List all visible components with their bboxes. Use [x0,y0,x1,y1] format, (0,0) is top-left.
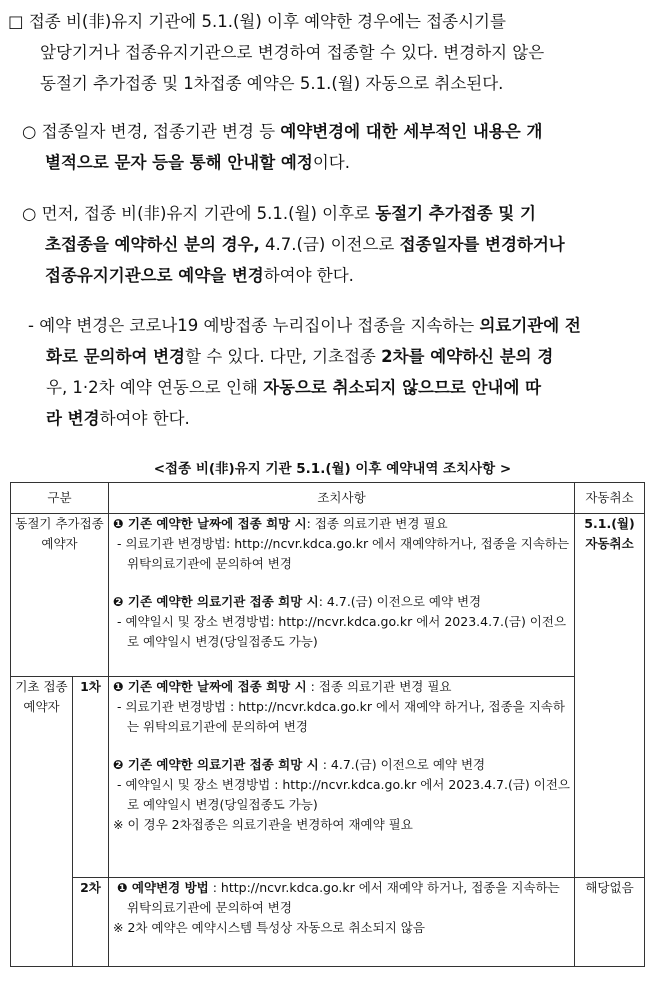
auto-cancel-value-1: 5.1.(월) 자동취소 [575,514,645,878]
dose1-action-2: ❷ 기존 예약한 의료기관 접종 희망 시 : 4.7.(금) 이전으로 예약 변경 [113,757,486,772]
paragraph-3-line-2: 초접종을 예약하신 분의 경우, 4.7.(금) 이전으로 접종일자를 변경하거나 [45,235,565,254]
paragraph-2 [0,116,665,178]
winter-action-2-detail: - 예약일시 및 장소 변경방법: http://ncvr.kdca.go.kr 에서 2023.4.7.(금) 이전으로 예약일시 변경(당일접종도 가능) [117,614,567,649]
paragraph-2-line-1: ○ 접종일자 변경, 접종기관 변경 등 예약변경에 대한 세부적인 내용은 개 [22,122,543,141]
table-row-winter [11,514,645,677]
dose1-action-1-detail: - 의료기관 변경방법 : http://ncvr.kdca.go.kr 에서 재예약 하거나, 접종을 지속하는 위탁의료기관에 문의하여 변경 [117,699,565,734]
paragraph-1-line-2: 앞당기거나 접종유지기관으로 변경하여 접종할 수 있다. 변경하지 않은 [40,43,545,62]
auto-cancel-value-2: 해당없음 [575,878,645,967]
paragraph-4-line-1: - 예약 변경은 코로나19 예방접종 누리집이나 접종을 지속하는 의료기관에 전 [28,316,581,335]
table-header-row [11,483,645,514]
paragraph-1-line-1: □ 접종 비(非)유지 기관에 5.1.(월) 이후 예약한 경우에는 접종시기를 [8,12,506,31]
header-category: 구분 [11,483,109,514]
header-auto-cancel: 자동취소 [575,483,645,514]
dose1-note: ※ 이 경우 2차접종은 의료기관을 변경하여 재예약 필요 [113,817,413,832]
paragraph-1-line-3: 동절기 추가접종 및 1차접종 예약은 5.1.(월) 자동으로 취소된다. [40,74,504,93]
table-row-basic-dose1 [11,677,645,878]
winter-action-1-detail: - 의료기관 변경방법: http://ncvr.kdca.go.kr 에서 재예약하거나, 접종을 지속하는 위탁의료기관에 문의하여 변경 [117,536,570,571]
paragraph-4-line-2: 화로 문의하여 변경할 수 있다. 다만, 기초접종 2차를 예약하신 분의 경 [46,347,554,366]
action-dose-2 [109,878,575,967]
dose2-note: ※ 2차 예약은 예약시스템 특성상 자동으로 취소되지 않음 [113,920,425,935]
category-winter: 동절기 추가접종 예약자 [11,514,109,677]
dose1-action-1: ❶ 기존 예약한 날짜에 접종 희망 시 : 접종 의료기관 변경 필요 [113,679,452,694]
dose2-action-1: ❶ 예약변경 방법 : http://ncvr.kdca.go.kr 에서 재예약 하거나, 접종을 지속하는 위탁의료기관에 문의하여 변경 [117,880,560,915]
paragraph-3 [0,198,665,291]
paragraph-4-line-4: 라 변경하여야 한다. [46,409,190,428]
winter-action-2: ❷ 기존 예약한 의료기관 접종 희망 시: 4.7.(금) 이전으로 예약 변경 [113,594,482,609]
paragraph-2-line-2: 별적으로 문자 등을 통해 안내할 예정이다. [45,153,350,172]
action-winter [109,514,575,677]
dose1-action-2-detail: - 예약일시 및 장소 변경방법 : http://ncvr.kdca.go.kr 에서 2023.4.7.(금) 이전으로 예약일시 변경(당일접종도 가능) [117,777,570,812]
category-basic: 기초 접종 예약자 [11,677,73,967]
winter-action-1: ❶ 기존 예약한 날짜에 접종 희망 시: 접종 의료기관 변경 필요 [113,516,448,531]
action-table [10,482,645,967]
table-caption: <접종 비(非)유지 기관 5.1.(월) 이후 예약내역 조치사항 > [153,461,512,477]
paragraph-3-line-1: ○ 먼저, 접종 비(非)유지 기관에 5.1.(월) 이후로 동절기 추가접종 및 기 [22,204,536,223]
table-row-basic-dose2 [11,878,645,967]
paragraph-3-line-3: 접종유지기관으로 예약을 변경하여야 한다. [45,266,354,285]
dose-1-label: 1차 [73,677,109,878]
header-action: 조치사항 [109,483,575,514]
paragraph-4-line-3: 우, 1·2차 예약 연동으로 인해 자동으로 취소되지 않으므로 안내에 따 [46,378,542,397]
dose-2-label: 2차 [73,878,109,967]
action-dose-1 [109,677,575,878]
paragraph-4 [0,310,665,434]
paragraph-1 [0,6,665,99]
